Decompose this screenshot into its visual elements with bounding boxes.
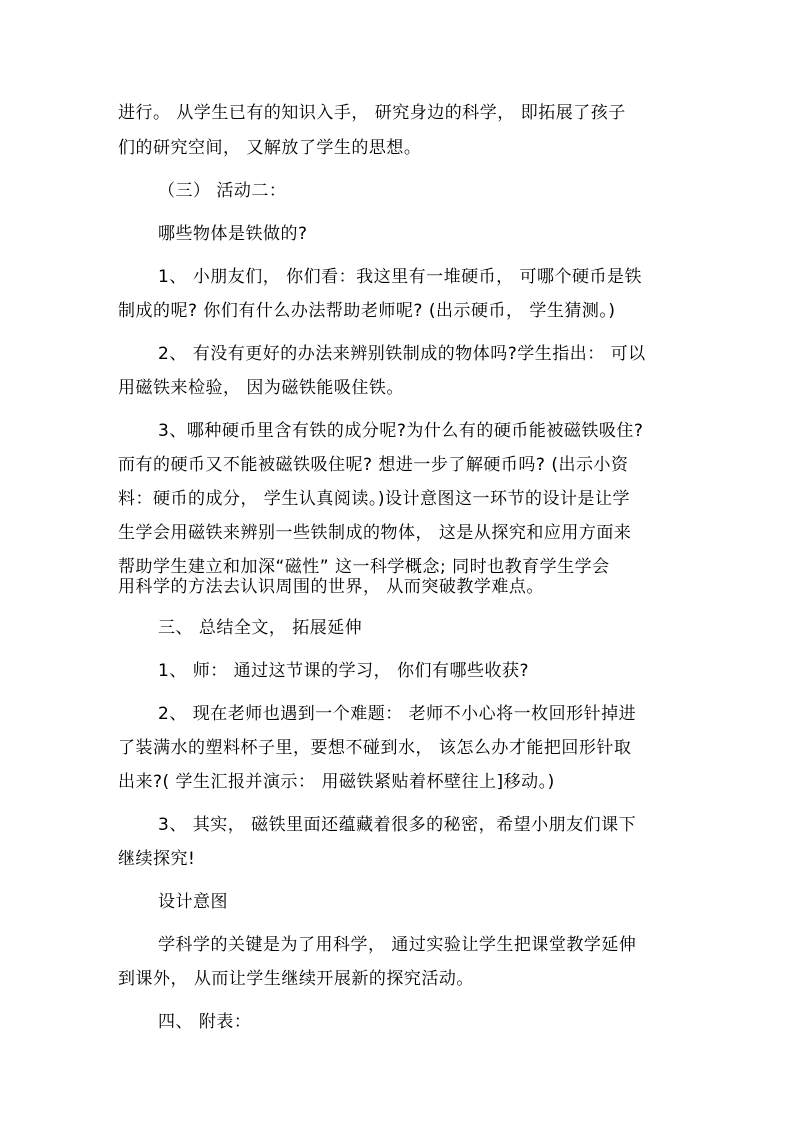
section-heading: 四、 附表：: [158, 1012, 252, 1032]
paragraph-line: 3、哪种硬币里含有铁的成分呢?为什么有的硬币能被磁铁吸住?: [158, 421, 644, 441]
paragraph-line: 帮助学生建立和加深“磁性” 这一科学概念; 同时也教育学生学会: [118, 557, 610, 577]
paragraph-line: 2、 现在老师也遇到一个难题： 老师不小心将一枚回形针掉进: [158, 704, 637, 724]
paragraph-line: 2、 有没有更好的办法来辨别铁制成的物体吗?学生指出： 可以: [158, 344, 646, 364]
paragraph-line: 出来?( 学生汇报并演示： 用磁铁紧贴着杯壁往上]移动。): [118, 772, 555, 792]
paragraph-line: 而有的硬币又不能被磁铁吸住呢? 想进一步了解硬币吗? (出示小资: [118, 455, 629, 475]
paragraph-line: 了装满水的塑料杯子里，要想不碰到水， 该怎么办才能把回形针取: [118, 738, 632, 758]
section-heading: （三） 活动二：: [158, 181, 287, 201]
paragraph-line: 用科学的方法去认识周围的世界， 从而突破教学难点。: [118, 577, 544, 597]
paragraph-line: 到课外， 从而让学生继续开展新的探究活动。: [118, 969, 474, 989]
paragraph-line: 用磁铁来检验， 因为磁铁能吸住铁。: [118, 378, 404, 398]
paragraph-line: 1、 师： 通过这节课的学习， 你们有哪些收获?: [158, 661, 530, 681]
paragraph-line: 制成的呢? 你们有什么办法帮助老师呢? (出示硬币， 学生猜测。): [118, 301, 616, 321]
paragraph-line: 1、 小朋友们， 你们看：我这里有一堆硬币， 可哪个硬币是铁: [158, 267, 643, 287]
paragraph-line: 学科学的关键是为了用科学， 通过实验让学生把课堂教学延伸: [158, 935, 637, 955]
paragraph-line: 进行。 从学生已有的知识入手， 研究身边的科学， 即拓展了孩子: [118, 103, 626, 123]
section-heading: 三、 总结全文， 拓展延伸: [158, 618, 363, 638]
paragraph-line: 生学会用磁铁来辨别一些铁制成的物体， 这是从探究和应用方面来: [118, 523, 632, 543]
paragraph-line: 们的研究空间， 又解放了学生的思想。: [118, 138, 422, 158]
section-heading: 设计意图: [158, 892, 228, 912]
paragraph-line: 料：硬币的成分， 学生认真阅读。)设计意图这一环节的设计是让学: [118, 489, 631, 509]
paragraph-line: 3、 其实， 磁铁里面还蕴藏着很多的秘密，希望小朋友们课下: [158, 815, 637, 835]
paragraph-line: 继续探究!: [118, 849, 196, 869]
paragraph-line: 哪些物体是铁做的?: [158, 224, 308, 244]
